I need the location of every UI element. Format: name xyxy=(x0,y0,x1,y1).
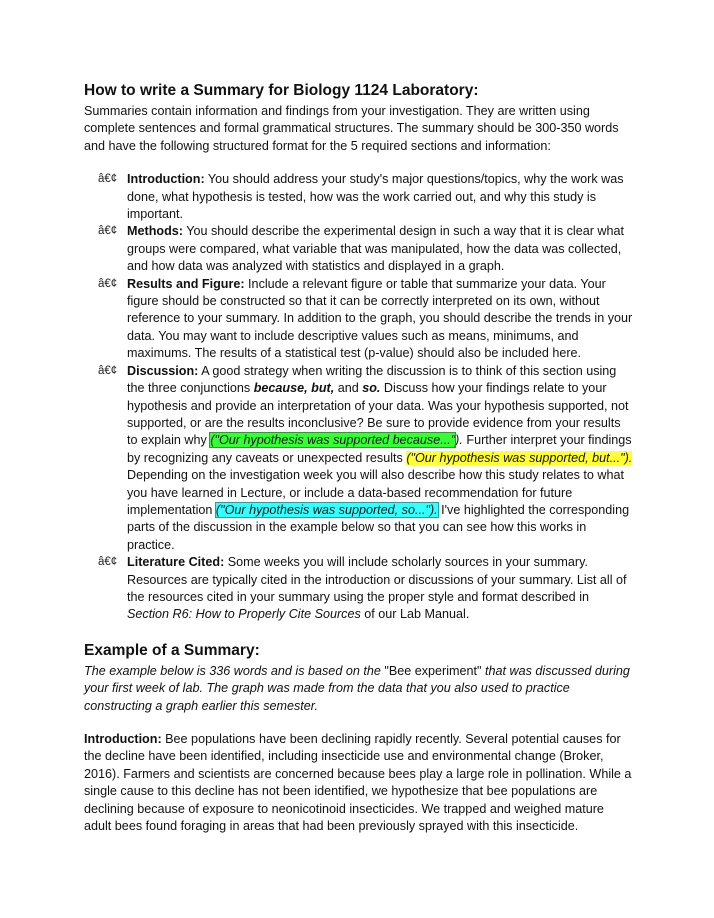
example-intro-label: Introduction: xyxy=(84,732,162,746)
bullet-glyph: â€¢ xyxy=(98,556,118,569)
list-item-introduction xyxy=(98,171,634,223)
section-label: Introduction: xyxy=(127,172,205,187)
section-label: Methods: xyxy=(127,224,183,239)
section-text: and xyxy=(334,381,363,396)
section-text: Discuss how your findings relate to your hypothesis and provide an interpretation of your data. Was your hypothesis supported, not supported, or are the results inconclusive? Be sure to provide evidence from your results to explain why xyxy=(127,381,629,448)
example-intro-text: Bee populations have been declining rapidly recently. Several potential causes for the decline have been identified, including insecticide use and environmental change (Broker, 2016). Farmers and scientists are concerned because bees play a large role in pollination. While a single cause to this decline has not been identified, we hypothesize that bee populations are declining because of exposure to neonicotinoid insecticides. We trapped and weighed mature adult bees found foraging in areas that had been previously sprayed with this insecticide. xyxy=(84,732,632,834)
section-text: You should describe the experimental design in such a way that it is clear what groups were compared, what variable that was manipulated, how the data was collected, and how data was analyzed with statistics and displayed in a graph. xyxy=(127,224,625,274)
bullet-glyph: â€¢ xyxy=(98,173,118,186)
section-text: Include a relevant figure or table that summarize your data. Your figure should be constructed so that it can be correctly interpreted on its own, without reference to your summary. In addition to the graph, you should describe the trends in your data. You may want to include descriptive values such as means, minimums, and maximums. The results of a statistical test (p-value) should also be included here. xyxy=(127,276,633,361)
intro-paragraph: Summaries contain information and findings from your investigation. They are written using complete sentences and formal grammatical structures. The summary should be 300-350 words and have the following structured format for the 5 required sections and information: xyxy=(84,104,619,153)
bullet-glyph: â€¢ xyxy=(98,277,118,290)
bullet-glyph: â€¢ xyxy=(98,364,118,377)
section-text: You should address your study's major questions/topics, why the work was done, what hypothesis is tested, how was the work carried out, and why this study is important. xyxy=(127,172,624,222)
document-page xyxy=(84,82,634,835)
manual-reference: Section R6: How to Properly Cite Sources xyxy=(127,607,361,622)
highlight-because: ("Our hypothesis was supported because..." xyxy=(210,433,456,448)
list-item-literature xyxy=(98,554,634,624)
section-label: Discussion: xyxy=(127,363,199,378)
example-description: The example below is 336 words and is based on the "Bee experiment" that was discussed during your first week of lab. The graph was made from the data that you also used to practice constructing a graph earlier this semester. xyxy=(84,663,630,713)
list-item-discussion xyxy=(98,363,634,554)
section-list xyxy=(84,171,634,624)
section-text: Further interpret your findings by recognizing any caveats or unexpected results xyxy=(127,433,632,465)
section-text: A good strategy when writing the discussion is to think of this section using the three conjunctions xyxy=(127,363,617,396)
example-heading: Example of a Summary: xyxy=(84,641,260,659)
example-introduction xyxy=(84,731,634,835)
page-title: How to write a Summary for Biology 1124 Laboratory: xyxy=(84,82,479,99)
highlight-but: ("Our hypothesis was supported, but..."). xyxy=(406,450,633,465)
section-text: of our Lab Manual. xyxy=(360,607,470,622)
section-text: I've highlighted the corresponding parts of the discussion in the example below so that you can see how this works in practice. xyxy=(127,502,630,552)
section-label: Literature Cited: xyxy=(127,555,225,570)
example-quote: "Bee experiment" xyxy=(384,663,482,678)
section-text: Some weeks you will include scholarly sources in your summary. Resources are typically cited in the introduction or discussions of your summary. List all of the resources cited in your summary using the proper style and format described in xyxy=(127,555,627,604)
highlight-so: ("Our hypothesis was supported, so..."). xyxy=(215,502,438,517)
conjunctions: because, but, xyxy=(253,381,335,396)
section-label: Results and Figure: xyxy=(127,276,245,291)
list-item-methods xyxy=(98,223,634,275)
section-text: Depending on the investigation week you will also describe how this study relates to what you have learned in Lecture, or include a data-based recommendation for future implementation xyxy=(127,468,625,517)
bullet-glyph: â€¢ xyxy=(98,225,118,238)
conjunction-so: so. xyxy=(362,381,381,396)
highlight-because-end: ). xyxy=(455,433,463,448)
list-item-results xyxy=(98,276,634,363)
